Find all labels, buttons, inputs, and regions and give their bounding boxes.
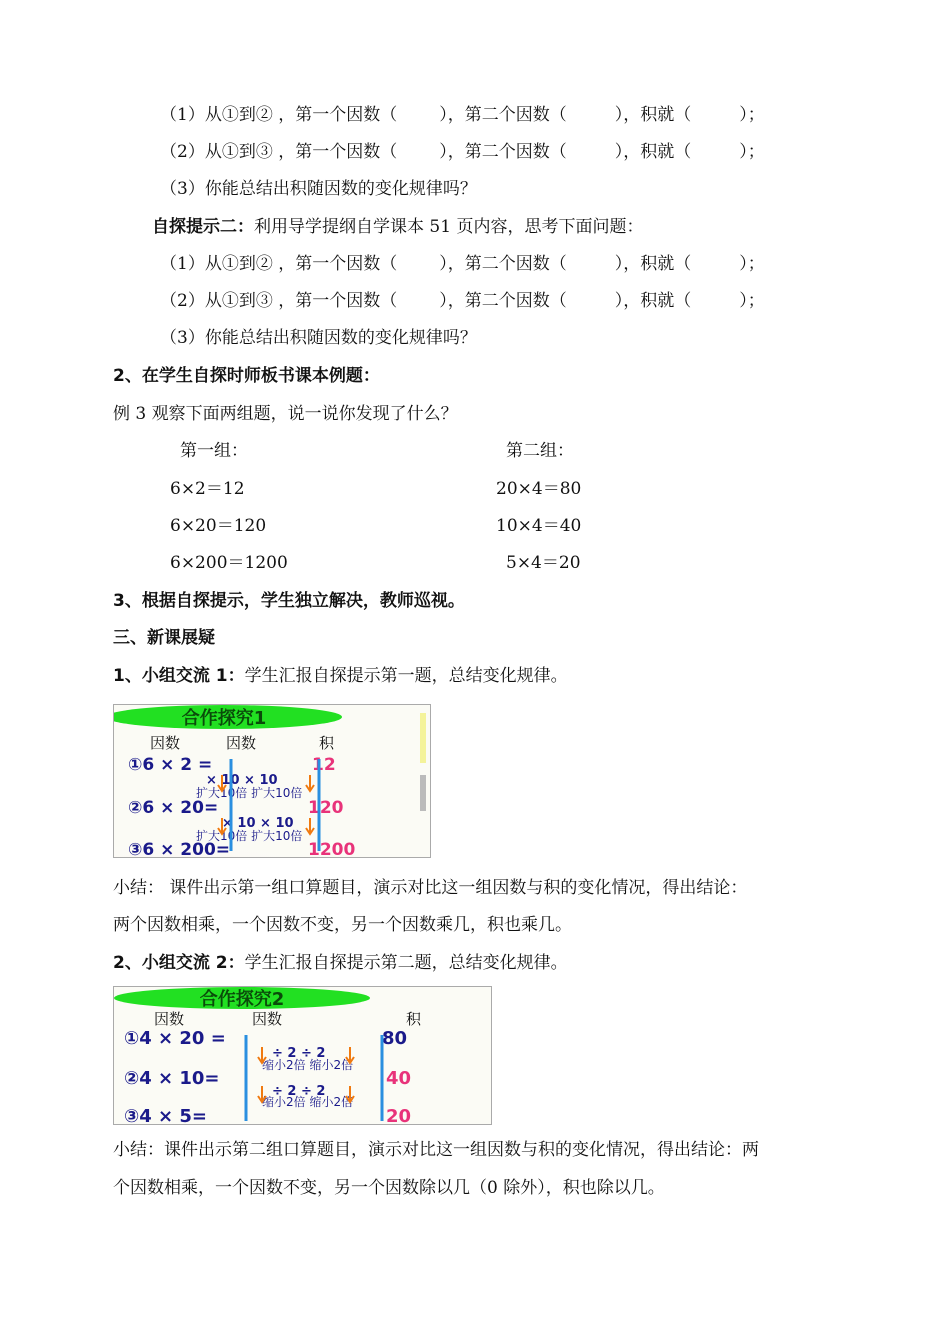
slide2-note: 缩小2倍 缩小2倍 [262, 1058, 354, 1072]
tip2-heading-text: 利用导学提纲自学课本 51 页内容，思考下面问题： [254, 217, 644, 237]
group1-label: 第一组： [180, 441, 248, 461]
slide-cooperative-2 [113, 986, 492, 1125]
tip2-heading-label: 自探提示二： [152, 217, 254, 237]
slide2-op: ÷ 2 ÷ 2 [272, 1046, 326, 1061]
slide1-product: 1200 [308, 840, 356, 857]
slide1-product: 12 [312, 755, 336, 775]
slide2-op: ÷ 2 ÷ 2 [272, 1084, 326, 1099]
question-text: （1）从①到② ，第一个因数（ [160, 105, 398, 125]
group2-equation: 20×4＝80 [496, 479, 582, 499]
question-text: ），第二个因数（ [439, 142, 567, 162]
question-text: ）； [739, 105, 765, 125]
tip1-question-2 [160, 141, 765, 163]
tip1-question-1 [160, 104, 765, 126]
slide1-row: ②6 × 20= [128, 798, 219, 818]
question-text: （1）从①到② ，第一个因数（ [160, 254, 398, 274]
question-text: （2）从①到③ ，第一个因数（ [160, 291, 398, 311]
summary1-line-2: 两个因数相乘，一个因数不变，另一个因数乘几，积也乘几。 [113, 915, 572, 935]
slide2-product: 20 [386, 1106, 412, 1124]
summary2-line-2: 个因数相乘，一个因数不变，另一个因数除以几（0 除外），积也除以几。 [113, 1178, 665, 1198]
question-text: ）； [739, 254, 765, 274]
exchange2-label: 2、小组交流 2： [113, 953, 245, 973]
tip2-question-3: （3）你能总结出积随因数的变化规律吗？ [160, 328, 477, 348]
slide2-row: ①4 × 20 = [124, 1028, 226, 1049]
group1-equation: 6×2＝12 [170, 479, 245, 499]
question-text: ），积就（ [614, 105, 692, 125]
slide2-header: 因数 [154, 1010, 185, 1028]
slide1-title: 合作探究1 [181, 708, 267, 729]
slide1-note: 扩大10倍 扩大10倍 [196, 786, 303, 800]
question-text: ），第二个因数（ [439, 105, 567, 125]
slide2-header: 因数 [252, 1010, 283, 1028]
exchange2-text: 学生汇报自探提示第二题，总结变化规律。 [244, 953, 568, 973]
exchange1-text: 学生汇报自探提示第一题，总结变化规律。 [244, 666, 568, 686]
tip1-question-3: （3）你能总结出积随因数的变化规律吗？ [160, 179, 477, 199]
tip2-question-2 [160, 290, 765, 312]
question-text: ），第二个因数（ [439, 254, 567, 274]
question-text: ）； [739, 142, 765, 162]
exchange1-line [113, 665, 568, 687]
question-text: （2）从①到③ ，第一个因数（ [160, 142, 398, 162]
group2-equation: 10×4＝40 [496, 516, 582, 536]
question-text: ），积就（ [614, 254, 692, 274]
group1-equation: 6×200＝1200 [170, 553, 288, 573]
section3-heading: 三、新课展疑 [113, 628, 215, 648]
group2-equation: 5×4＝20 [506, 553, 581, 573]
exchange2-line [113, 952, 568, 974]
slide1-header: 因数 [226, 734, 257, 752]
slide2-product: 40 [386, 1068, 412, 1089]
question-text: ），积就（ [614, 291, 692, 311]
tip2-heading [152, 216, 643, 238]
group1-equation: 6×20＝120 [170, 516, 267, 536]
exchange1-label: 1、小组交流 1： [113, 666, 245, 686]
question-text: ），积就（ [614, 142, 692, 162]
slide2-note: 缩小2倍 缩小2倍 [262, 1095, 354, 1109]
slide2-header: 积 [406, 1010, 422, 1028]
question-text: ），第二个因数（ [439, 291, 567, 311]
group2-label: 第二组： [506, 441, 574, 461]
slide2-title: 合作探究2 [199, 989, 285, 1010]
slide2-product: 80 [382, 1028, 408, 1049]
slide2-row: ②4 × 10= [124, 1068, 220, 1089]
slide1-row: ③6 × 200= [128, 840, 231, 857]
question-text: ）； [739, 291, 765, 311]
slide1-product: 120 [308, 798, 344, 818]
slide1-op: × 10 × 10 [222, 816, 294, 831]
slide2-row: ③4 × 5= [124, 1106, 207, 1124]
slide-cooperative-1 [113, 704, 431, 858]
slide1-header: 积 [319, 734, 335, 752]
step3-heading: 3、根据自探提示，学生独立解决，教师巡视。 [113, 591, 465, 611]
tip2-question-1 [160, 253, 765, 275]
slide1-header: 因数 [150, 734, 181, 752]
step2-heading: 2、在学生自探时师板书课本例题： [113, 366, 380, 386]
slide1-row: ①6 × 2 = [128, 755, 213, 775]
example-title: 例 3 观察下面两组题，说一说你发现了什么？ [113, 404, 458, 424]
slide1-op: × 10 × 10 [206, 773, 278, 788]
summary2-line-1: 小结：课件出示第二组口算题目，演示对比这一组因数与积的变化情况，得出结论：两 [113, 1140, 759, 1160]
summary1-line-1: 小结： 课件出示第一组口算题目，演示对比这一组因数与积的变化情况，得出结论： [113, 878, 748, 898]
slide1-note: 扩大10倍 扩大10倍 [196, 829, 303, 843]
